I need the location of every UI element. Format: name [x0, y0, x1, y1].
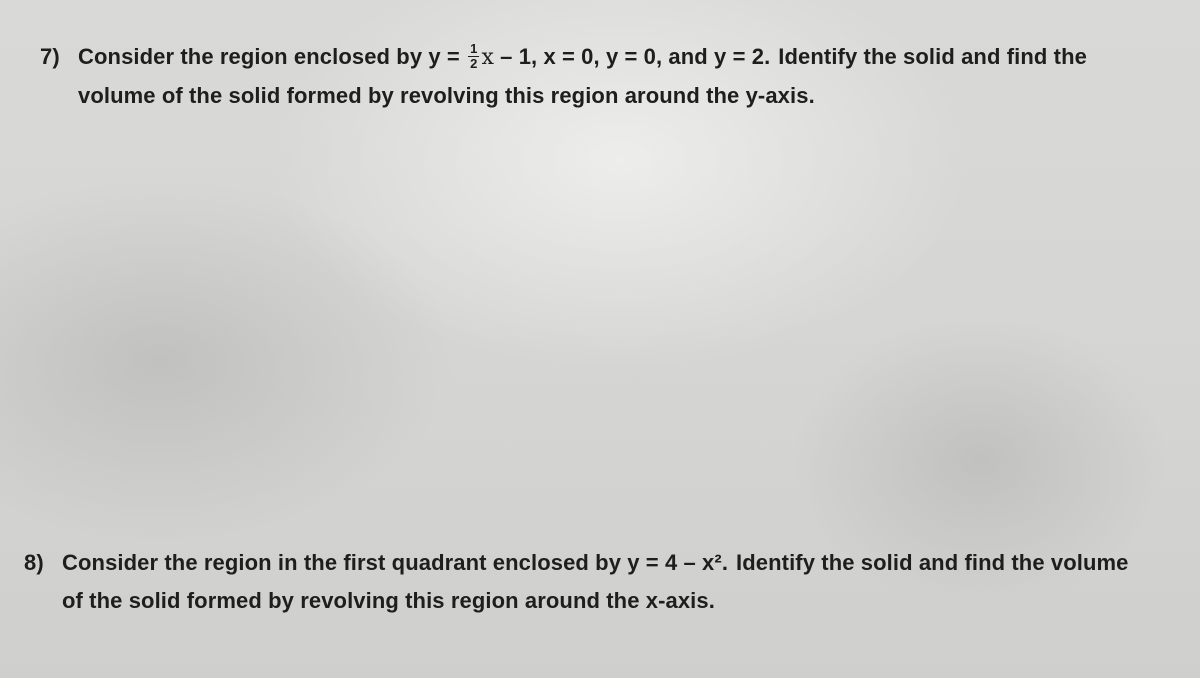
problem-8-task: Identify the solid and find the volume: [736, 550, 1129, 575]
problem-7-prefix: Consider the region enclosed by y =: [78, 44, 460, 69]
fraction-denominator: 2: [470, 55, 478, 71]
problem-8-number: 8): [24, 550, 44, 575]
fraction-one-half: [468, 40, 479, 71]
problem-7-task: Identify the solid and find the: [778, 44, 1087, 69]
problem-7-line2: volume of the solid formed by revolving this region around the y-axis.: [78, 83, 815, 108]
problem-8: [24, 544, 1184, 620]
problem-8-line1: Consider the region in the first quadrant enclosed by y = 4 – x².: [62, 550, 729, 575]
fraction-numerator: 1: [470, 40, 478, 56]
problem-7-number: 7): [40, 44, 60, 69]
problem-7-suffix: – 1, x = 0, y = 0, and y = 2.: [493, 44, 771, 69]
problem-7: [40, 38, 1180, 115]
problem-7-variable: x: [481, 45, 494, 70]
problem-8-line2: of the solid formed by revolving this region around the x-axis.: [62, 588, 715, 613]
